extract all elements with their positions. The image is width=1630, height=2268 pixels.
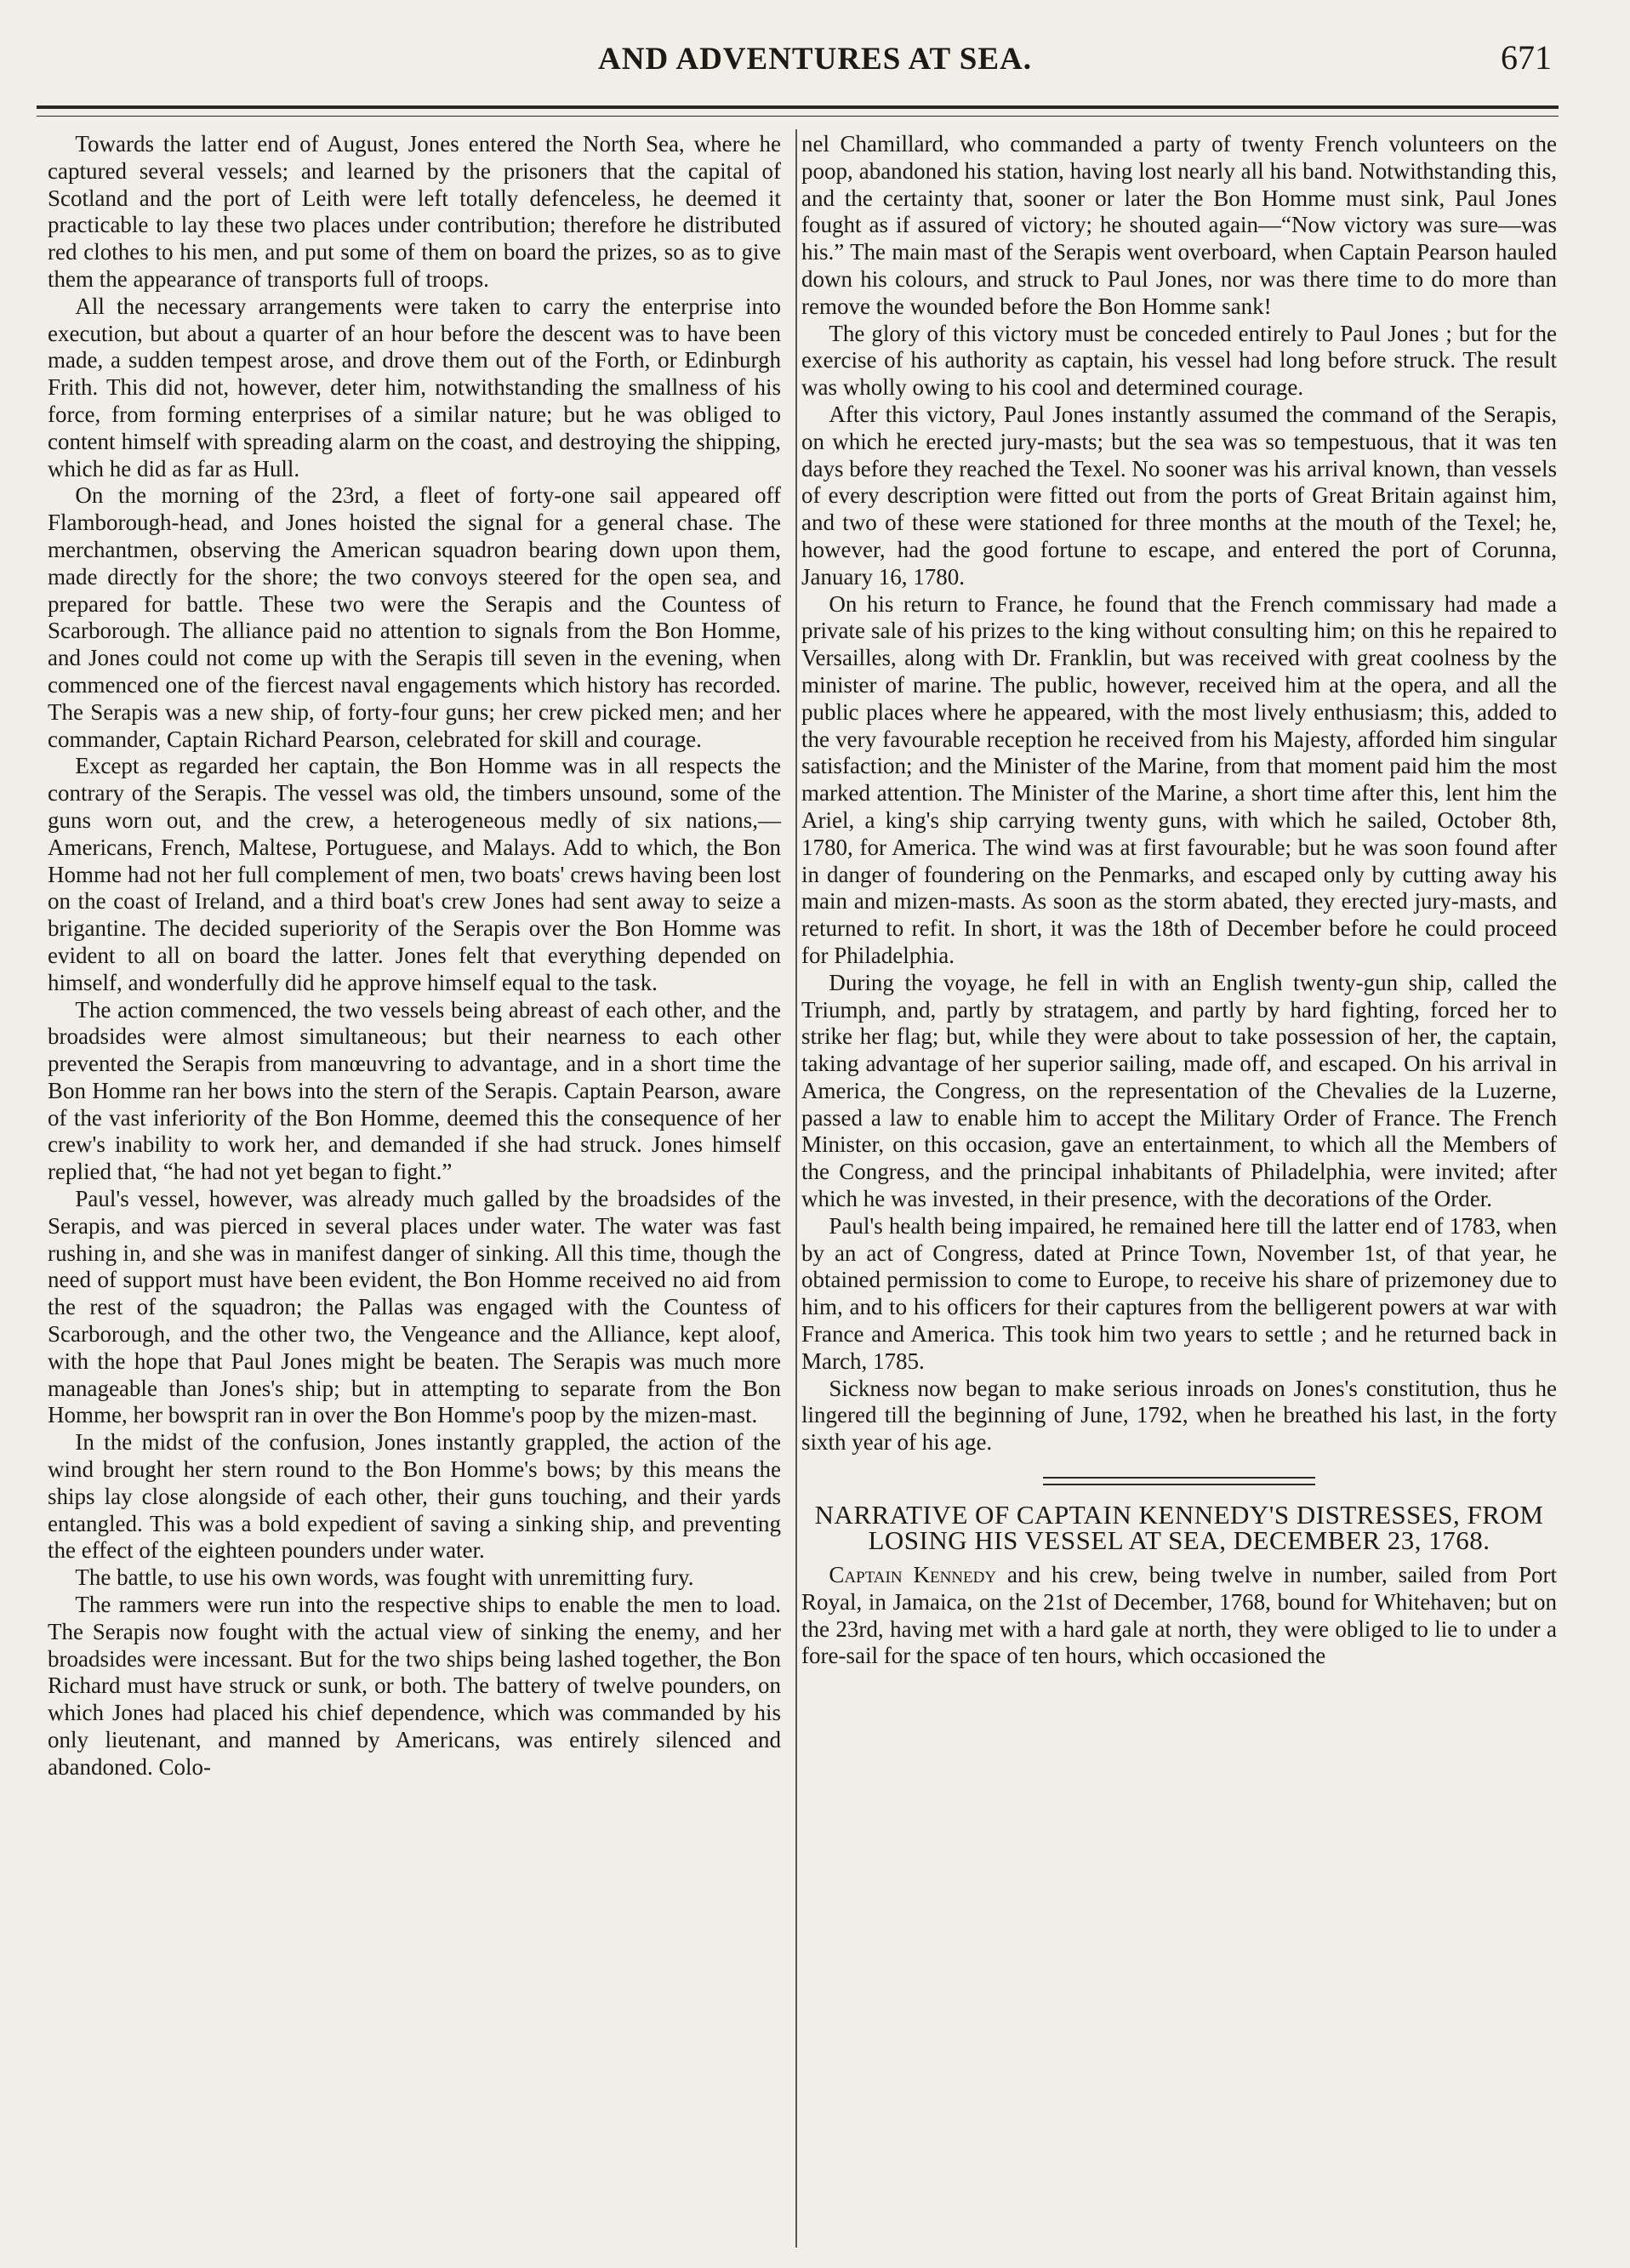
paragraph: During the voyage, he fell in with an English twenty-gun ship, called the Triumph, and, partly by stratagem, and partly by hard fighting, forced her to strike her flag; but, while they were about to take possession of her, the captain, taking advantage of her superior sailing, made off, and escaped. On his arrival in America, the Congress, on the representation of the Chevalies de la Luzerne, passed a law to enable him to accept the Military Order of France. The French Minister, on this occasion, gave an entertainment, to which all the Members of the Congress, and the principal inhabitants of Philadelphia, were invited; after which he was invested, in their presence, with the decorations of the Order. xyxy=(801,969,1557,1212)
paragraph: The rammers were run into the respective ships to enable the men to load. The Serapis now fought with the actual view of sinking the enemy, and her broadsides were incessant. But for the two ships being lashed together, the Bon Richard must have struck or sunk, or both. The battery of twelve pounders, on which Jones had placed his chief dependence, which was commanded by his only lieutenant, and manned by Americans, was entirely silenced and abandoned. Colo- xyxy=(48,1592,781,1780)
paragraph: On his return to France, he found that the French commissary had made a private sale of his prizes to the king without consulting him; on this he repaired to Versailles, along with Dr. Franklin, but was received with great coolness by the minister of marine. The public, however, received him at the opera, and all the public places where he appeared, with the most lively enthusiasm; this, added to the very favourable reception he received from his Majesty, afforded him singular satisfaction; and the Minister of the Marine, from that moment paid him the most marked attention. The Minister of the Marine, a short time after this, lent him the Ariel, a king's ship carrying twenty guns, with which he sailed, October 8th, 1780, for America. The wind was at first favourable; but he was soon found after in danger of foundering on the Penmarks, and escaped only by cutting away his main and mizen-masts. As soon as the storm abated, they erected jury-masts, and returned to refit. In short, it was the 18th of December before he could proceed for Philadelphia. xyxy=(801,590,1557,968)
paragraph: Paul's health being impaired, he remained here till the latter end of 1783, when by an act of Congress, dated at Prince Town, November 1st, of that year, he obtained permission to come to Europe, to receive his share of prizemoney due to him, and to his officers for their captures from the belligerent powers at war with France and America. This took him two years to settle ; and he returned back in March, 1785. xyxy=(801,1212,1557,1374)
paragraph: On the morning of the 23rd, a fleet of forty-one sail appeared off Flamborough-head, and Jones hoisted the signal for a general chase. The merchantmen, observing the American squadron bearing down upon them, made directly for the shore; the two convoys steered for the open sea, and prepared for battle. These two were the Serapis and the Countess of Scarborough. The alliance paid no attention to signals from the Bon Homme, and Jones could not come up with the Serapis till seven in the evening, when commenced one of the fiercest naval engagements which history has recorded. The Serapis was a new ship, of forty-four guns; her crew picked men; and her commander, Captain Richard Pearson, celebrated for skill and courage. xyxy=(48,482,781,752)
page-number: 671 xyxy=(1501,38,1552,77)
narrative-paragraph xyxy=(801,1562,1557,1670)
running-header: AND ADVENTURES AT SEA. xyxy=(598,42,1032,77)
right-column xyxy=(801,131,1557,1670)
section-separator xyxy=(1043,1477,1315,1485)
paragraph-continued: nel Chamillard, who commanded a party of twenty French volunteers on the poop, abandoned his station, having lost nearly all his band. Notwithstanding this, and the certainty that, sooner or later the Bon Homme must sink, Paul Jones fought as if assured of victory; he shouted again—“Now victory was sure—was his.” The main mast of the Serapis went overboard, when Captain Pearson hauled down his colours, and struck to Paul Jones, nor was there time to do more than remove the wounded before the Bon Homme sank! xyxy=(801,131,1557,319)
column-divider xyxy=(795,129,797,2248)
paragraph: The battle, to use his own words, was fought with unremitting fury. xyxy=(75,1564,694,1591)
left-column xyxy=(48,131,781,1781)
section-heading: NARRATIVE OF CAPTAIN KENNEDY'S DISTRESSES, FROM LOSING HIS VESSEL AT SEA, DECEMBER 23, 1768. xyxy=(814,1500,1544,1556)
paragraph: In the midst of the confusion, Jones instantly grappled, the action of the wind brought her stern round to the Bon Homme's bows; by this means the ships lay close alongside of each other, their guns touching, and their yards entangled. This was a bold expedient of saving a sinking ship, and preventing the effect of the eighteen pounders under water. xyxy=(48,1429,781,1564)
narrative-text: and his crew, being twelve in number, sailed from Port Royal, in Jamaica, on the 21st of December, 1768, bound for Whitehaven; but on the 23rd, having met with a hard gale at north, they were obliged to lie to under a fore-sail for the space of ten hours, which occasioned the xyxy=(801,1562,1557,1669)
paragraph: Except as regarded her captain, the Bon Homme was in all respects the contrary of the Serapis. The vessel was old, the timbers unsound, some of the guns worn out, and the crew, a heterogeneous medly of six nations,—Americans, French, Maltese, Portuguese, and Malays. Add to which, the Bon Homme had not her full complement of men, two boats' crews having been lost on the coast of Ireland, and a third boat's crew Jones had sent away to seize a brigantine. The decided superiority of the Serapis over the Bon Homme was evident to all on board the latter. Jones felt that everything depended on himself, and wonderfully did he approve himself equal to the task. xyxy=(48,753,781,995)
paragraph: Paul's vessel, however, was already much galled by the broadsides of the Serapis, and was pierced in several places under water. The water was fast rushing in, and she was in manifest danger of sinking. All this time, though the need of support must have been evident, the Bon Homme received no aid from the rest of the squadron; the Pallas was engaged with the Countess of Scarborough, and the other two, the Vengeance and the Alliance, kept aloof, with the hope that Paul Jones might be beaten. The Serapis was much more manageable than Jones's ship; but in attempting to separate from the Bon Homme, her bowsprit ran in over the Bon Homme's poop by the mizen-mast. xyxy=(48,1186,781,1428)
paragraph: All the necessary arrangements were taken to carry the enterprise into execution, but about a quarter of an hour before the descent was to have been made, a sudden tempest arose, and drove them out of the Forth, or Edinburgh Frith. This did not, however, deter him, notwithstanding the smallness of his force, from forming enterprises of a similar nature; but he was obliged to content himself with spreading alarm on the coast, and destroying the shipping, which he did as far as Hull. xyxy=(48,293,781,482)
paragraph: Towards the latter end of August, Jones entered the North Sea, where he captured several vessels; and learned by the prisoners that the capital of Scotland and the port of Leith were left totally defenceless, he deemed it practicable to lay these two places under contribution; therefore he distributed red clothes to his men, and put some of them on board the prizes, so as to give them the appearance of transports full of troops. xyxy=(48,131,781,292)
header-rule xyxy=(37,105,1559,117)
paragraph: Sickness now began to make serious inroads on Jones's constitution, thus he lingered till the beginning of June, 1792, when he breathed his last, in the forty sixth year of his age. xyxy=(801,1375,1557,1456)
paragraph: The glory of this victory must be conceded entirely to Paul Jones ; but for the exercise of his authority as captain, his vessel had long before struck. The result was wholly owing to his cool and determined courage. xyxy=(801,320,1557,401)
narrative-lead: Captain Kennedy xyxy=(829,1562,997,1588)
paragraph: The action commenced, the two vessels being abreast of each other, and the broadsides were almost simultaneous; but their nearness to each other prevented the Serapis from manœuvring to advantage, and in a short time the Bon Homme ran her bows into the stern of the Serapis. Captain Pearson, aware of the vast inferiority of the Bon Homme, deemed this the consequence of her crew's inability to work her, and demanded if she had struck. Jones himself replied that, “he had not yet began to fight.” xyxy=(48,996,781,1185)
paragraph: After this victory, Paul Jones instantly assumed the command of the Serapis, on which he erected jury-masts; but the sea was so tempestuous, that it was ten days before they reached the Texel. No sooner was his arrival known, than vessels of every description were fitted out from the ports of Great Britain against him, and two of these were stationed for three months at the mouth of the Texel; he, however, had the good fortune to escape, and entered the port of Corunna, January 16, 1780. xyxy=(801,401,1557,590)
